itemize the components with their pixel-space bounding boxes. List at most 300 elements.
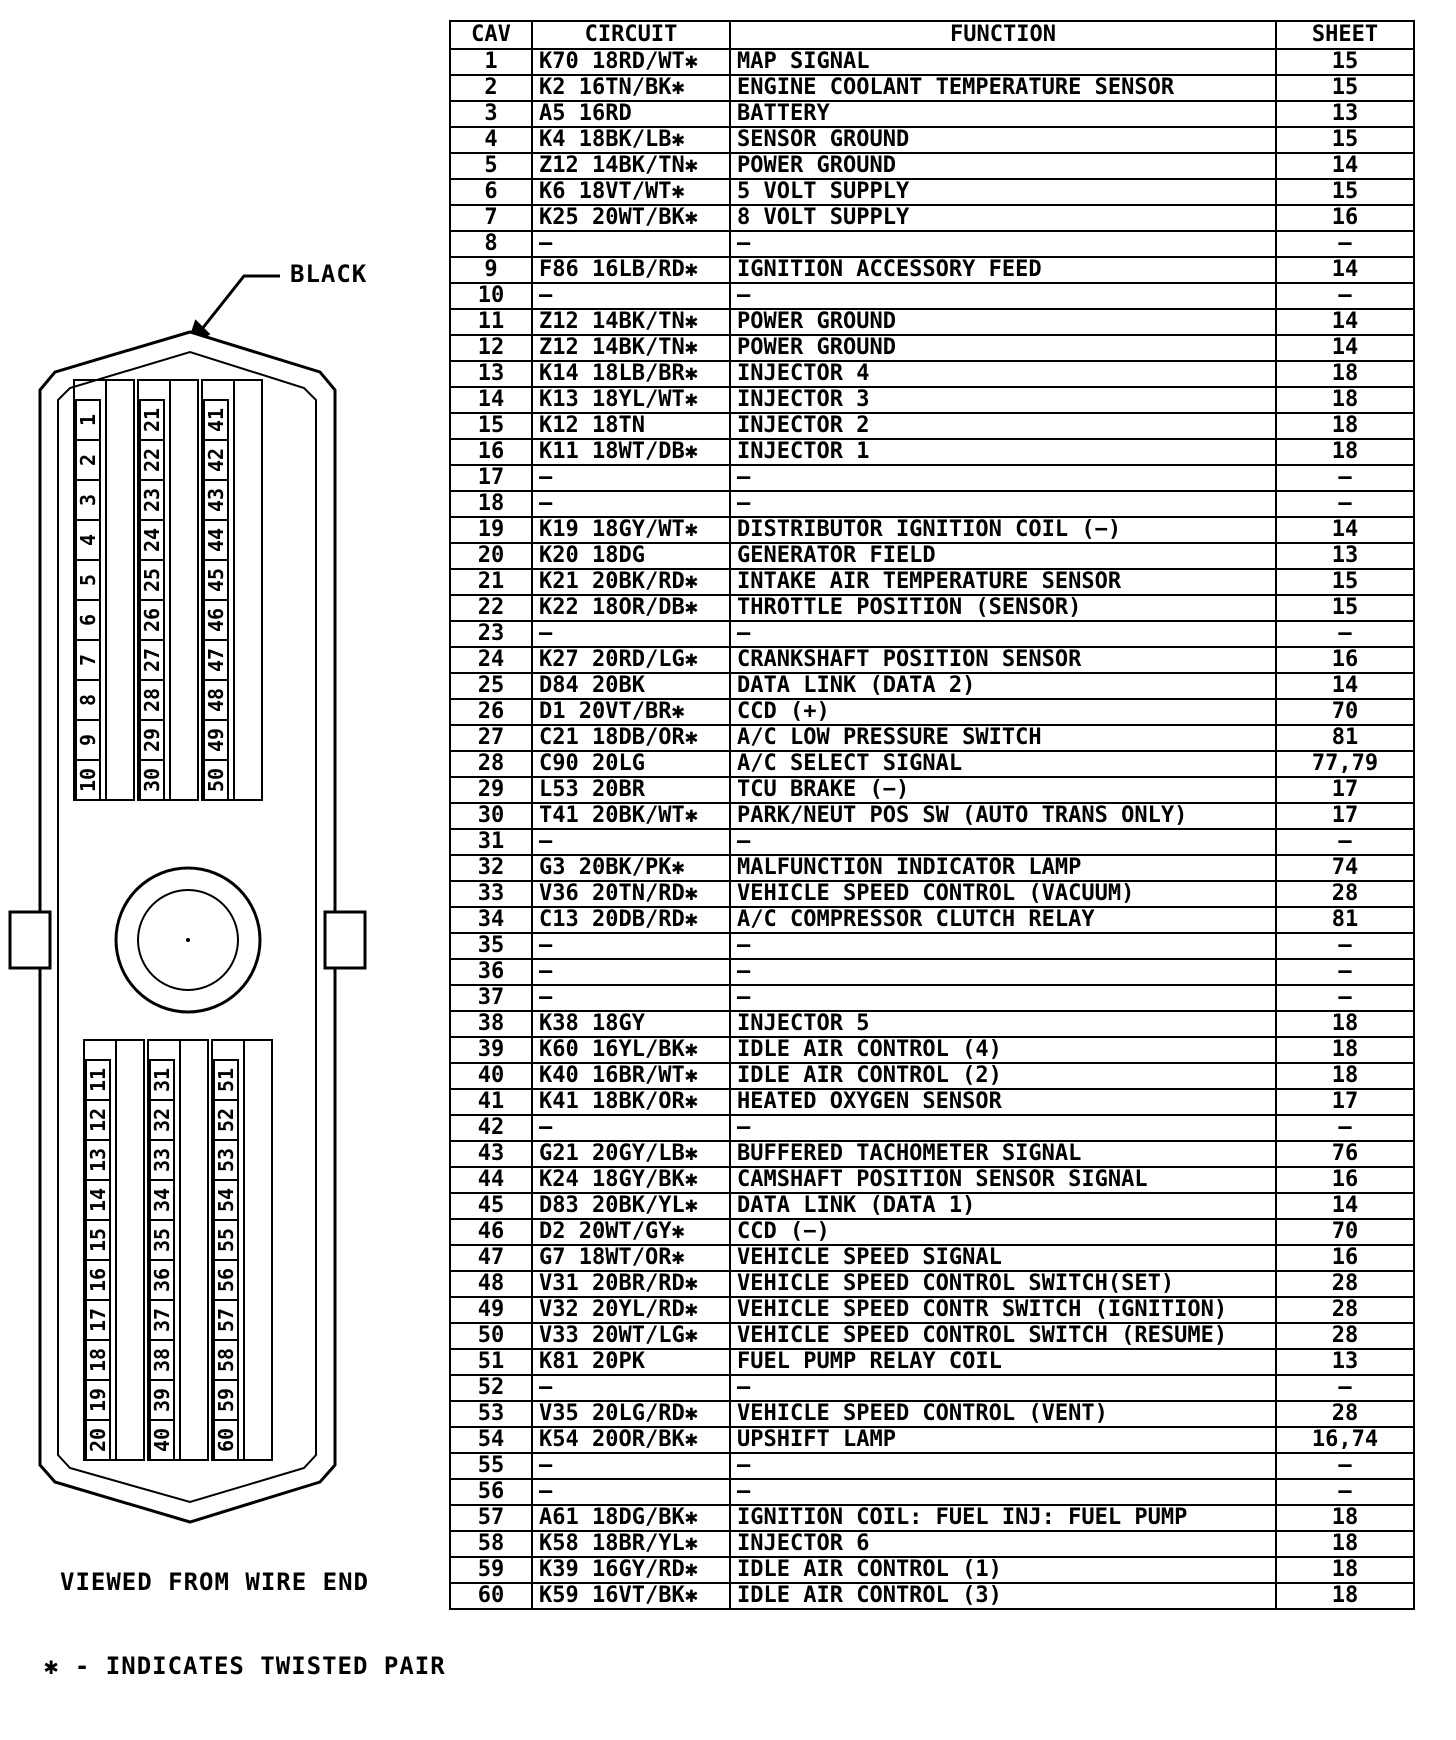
function-cell: BATTERY bbox=[730, 101, 1276, 127]
pin-number-label: 30 bbox=[140, 767, 164, 793]
pin-number-label: 50 bbox=[204, 767, 228, 793]
function-cell: — bbox=[730, 985, 1276, 1011]
table-row bbox=[450, 933, 1414, 959]
pin-number-label: 11 bbox=[86, 1067, 110, 1093]
function-cell: DATA LINK (DATA 2) bbox=[730, 673, 1276, 699]
cav-cell: 47 bbox=[450, 1245, 532, 1271]
pin-number-label: 40 bbox=[150, 1427, 174, 1453]
cav-cell: 28 bbox=[450, 751, 532, 777]
cav-cell: 1 bbox=[450, 49, 532, 75]
pin-number-label: 56 bbox=[214, 1267, 238, 1293]
pin-number-label: 60 bbox=[214, 1427, 238, 1453]
pin-number-label: 41 bbox=[204, 407, 228, 433]
table-row bbox=[450, 153, 1414, 179]
function-cell: IDLE AIR CONTROL (1) bbox=[730, 1557, 1276, 1583]
function-cell: CRANKSHAFT POSITION SENSOR bbox=[730, 647, 1276, 673]
function-cell: DISTRIBUTOR IGNITION COIL (−) bbox=[730, 517, 1276, 543]
pin-number-label: 36 bbox=[150, 1267, 174, 1293]
pin-number-label: 44 bbox=[204, 527, 228, 553]
function-cell: SENSOR GROUND bbox=[730, 127, 1276, 153]
circuit-cell: K41 18BK/OR✱ bbox=[532, 1089, 730, 1115]
circuit-cell: A5 16RD bbox=[532, 101, 730, 127]
function-cell: — bbox=[730, 933, 1276, 959]
cav-cell: 38 bbox=[450, 1011, 532, 1037]
table-row bbox=[450, 439, 1414, 465]
circuit-cell: — bbox=[532, 1453, 730, 1479]
sheet-cell: — bbox=[1276, 231, 1414, 257]
cav-cell: 27 bbox=[450, 725, 532, 751]
header-function: FUNCTION bbox=[730, 21, 1276, 49]
connector-diagram bbox=[0, 0, 440, 1560]
table-row bbox=[450, 1245, 1414, 1271]
cav-cell: 21 bbox=[450, 569, 532, 595]
table-row bbox=[450, 959, 1414, 985]
table-row bbox=[450, 855, 1414, 881]
cav-cell: 12 bbox=[450, 335, 532, 361]
pin-number-label: 18 bbox=[86, 1347, 110, 1373]
sheet-cell: — bbox=[1276, 465, 1414, 491]
sheet-cell: 18 bbox=[1276, 439, 1414, 465]
circuit-cell: K40 16BR/WT✱ bbox=[532, 1063, 730, 1089]
sheet-cell: 17 bbox=[1276, 777, 1414, 803]
circuit-cell: K25 20WT/BK✱ bbox=[532, 205, 730, 231]
sheet-cell: 16 bbox=[1276, 205, 1414, 231]
pin-number-label: 29 bbox=[140, 727, 164, 753]
function-cell: FUEL PUMP RELAY COIL bbox=[730, 1349, 1276, 1375]
pin-number-label: 1 bbox=[76, 413, 100, 427]
sheet-cell: 18 bbox=[1276, 413, 1414, 439]
circuit-cell: K59 16VT/BK✱ bbox=[532, 1583, 730, 1609]
pin-number-label: 39 bbox=[150, 1387, 174, 1413]
circuit-cell: K70 18RD/WT✱ bbox=[532, 49, 730, 75]
circuit-cell: K21 20BK/RD✱ bbox=[532, 569, 730, 595]
pin-number-label: 2 bbox=[76, 453, 100, 467]
function-cell: VEHICLE SPEED SIGNAL bbox=[730, 1245, 1276, 1271]
pin-number-label: 13 bbox=[86, 1147, 110, 1173]
table-row bbox=[450, 777, 1414, 803]
circuit-cell: — bbox=[532, 1115, 730, 1141]
cav-cell: 59 bbox=[450, 1557, 532, 1583]
cav-cell: 45 bbox=[450, 1193, 532, 1219]
circuit-cell: D2 20WT/GY✱ bbox=[532, 1219, 730, 1245]
function-cell: TCU BRAKE (−) bbox=[730, 777, 1276, 803]
cav-cell: 19 bbox=[450, 517, 532, 543]
sheet-cell: 14 bbox=[1276, 1193, 1414, 1219]
cav-cell: 11 bbox=[450, 309, 532, 335]
cav-cell: 25 bbox=[450, 673, 532, 699]
circuit-cell: — bbox=[532, 1479, 730, 1505]
sheet-cell: 28 bbox=[1276, 1323, 1414, 1349]
table-row bbox=[450, 1453, 1414, 1479]
function-cell: — bbox=[730, 465, 1276, 491]
function-cell: INJECTOR 3 bbox=[730, 387, 1276, 413]
circuit-cell: V36 20TN/RD✱ bbox=[532, 881, 730, 907]
sheet-cell: 14 bbox=[1276, 309, 1414, 335]
sheet-cell: — bbox=[1276, 1479, 1414, 1505]
circuit-cell: G7 18WT/OR✱ bbox=[532, 1245, 730, 1271]
function-cell: — bbox=[730, 491, 1276, 517]
twisted-pair-legend: ✱ - INDICATES TWISTED PAIR bbox=[44, 1652, 446, 1680]
view-note: VIEWED FROM WIRE END bbox=[60, 1568, 369, 1596]
sheet-cell: — bbox=[1276, 933, 1414, 959]
sheet-cell: 16 bbox=[1276, 647, 1414, 673]
pin-number-label: 14 bbox=[86, 1187, 110, 1213]
sheet-cell: 15 bbox=[1276, 49, 1414, 75]
sheet-cell: 18 bbox=[1276, 361, 1414, 387]
function-cell: — bbox=[730, 1453, 1276, 1479]
table-row bbox=[450, 179, 1414, 205]
sheet-cell: — bbox=[1276, 621, 1414, 647]
cav-cell: 55 bbox=[450, 1453, 532, 1479]
pinout-table bbox=[449, 20, 1415, 1610]
cav-cell: 14 bbox=[450, 387, 532, 413]
cav-cell: 18 bbox=[450, 491, 532, 517]
function-cell: IGNITION ACCESSORY FEED bbox=[730, 257, 1276, 283]
circuit-cell: — bbox=[532, 1375, 730, 1401]
circuit-cell: K20 18DG bbox=[532, 543, 730, 569]
pin-number-label: 59 bbox=[214, 1387, 238, 1413]
pin-number-label: 21 bbox=[140, 407, 164, 433]
sheet-cell: 28 bbox=[1276, 1271, 1414, 1297]
header-cav: CAV bbox=[450, 21, 532, 49]
pin-number-label: 49 bbox=[204, 727, 228, 753]
table-row bbox=[450, 829, 1414, 855]
table-row bbox=[450, 1323, 1414, 1349]
function-cell: INTAKE AIR TEMPERATURE SENSOR bbox=[730, 569, 1276, 595]
table-row bbox=[450, 1219, 1414, 1245]
sheet-cell: 18 bbox=[1276, 1505, 1414, 1531]
cav-cell: 52 bbox=[450, 1375, 532, 1401]
circuit-cell: G3 20BK/PK✱ bbox=[532, 855, 730, 881]
pin-number-label: 33 bbox=[150, 1147, 174, 1173]
sheet-cell: 15 bbox=[1276, 75, 1414, 101]
function-cell: PARK/NEUT POS SW (AUTO TRANS ONLY) bbox=[730, 803, 1276, 829]
circuit-cell: C13 20DB/RD✱ bbox=[532, 907, 730, 933]
pin-number-label: 48 bbox=[204, 687, 228, 713]
circuit-cell: K14 18LB/BR✱ bbox=[532, 361, 730, 387]
pin-number-label: 4 bbox=[76, 533, 100, 547]
table-row bbox=[450, 1349, 1414, 1375]
cav-cell: 16 bbox=[450, 439, 532, 465]
function-cell: VEHICLE SPEED CONTR SWITCH (IGNITION) bbox=[730, 1297, 1276, 1323]
cav-cell: 6 bbox=[450, 179, 532, 205]
cav-cell: 2 bbox=[450, 75, 532, 101]
cav-cell: 24 bbox=[450, 647, 532, 673]
table-row bbox=[450, 1089, 1414, 1115]
circuit-cell: V31 20BR/RD✱ bbox=[532, 1271, 730, 1297]
circuit-cell: D84 20BK bbox=[532, 673, 730, 699]
header-sheet: SHEET bbox=[1276, 21, 1414, 49]
sheet-cell: — bbox=[1276, 1115, 1414, 1141]
cav-cell: 51 bbox=[450, 1349, 532, 1375]
pin-number-label: 26 bbox=[140, 607, 164, 633]
circuit-cell: K81 20PK bbox=[532, 1349, 730, 1375]
pin-number-label: 46 bbox=[204, 607, 228, 633]
table-row bbox=[450, 595, 1414, 621]
pin-number-label: 47 bbox=[204, 647, 228, 673]
function-cell: BUFFERED TACHOMETER SIGNAL bbox=[730, 1141, 1276, 1167]
circuit-cell: K27 20RD/LG✱ bbox=[532, 647, 730, 673]
table-row bbox=[450, 621, 1414, 647]
circuit-cell: Z12 14BK/TN✱ bbox=[532, 335, 730, 361]
sheet-cell: 81 bbox=[1276, 725, 1414, 751]
sheet-cell: 28 bbox=[1276, 1401, 1414, 1427]
cav-cell: 50 bbox=[450, 1323, 532, 1349]
table-row bbox=[450, 1115, 1414, 1141]
cav-cell: 53 bbox=[450, 1401, 532, 1427]
pin-number-label: 6 bbox=[76, 613, 100, 627]
circuit-cell: — bbox=[532, 829, 730, 855]
table-row bbox=[450, 673, 1414, 699]
cav-cell: 37 bbox=[450, 985, 532, 1011]
circuit-cell: C90 20LG bbox=[532, 751, 730, 777]
cav-cell: 10 bbox=[450, 283, 532, 309]
pin-number-label: 16 bbox=[86, 1267, 110, 1293]
pin-number-label: 32 bbox=[150, 1107, 174, 1133]
pin-number-label: 12 bbox=[86, 1107, 110, 1133]
circuit-cell: — bbox=[532, 621, 730, 647]
function-cell: VEHICLE SPEED CONTROL SWITCH(SET) bbox=[730, 1271, 1276, 1297]
sheet-cell: 18 bbox=[1276, 1531, 1414, 1557]
table-row bbox=[450, 517, 1414, 543]
cav-cell: 58 bbox=[450, 1531, 532, 1557]
cav-cell: 43 bbox=[450, 1141, 532, 1167]
function-cell: A/C COMPRESSOR CLUTCH RELAY bbox=[730, 907, 1276, 933]
cav-cell: 30 bbox=[450, 803, 532, 829]
circuit-cell: — bbox=[532, 465, 730, 491]
circuit-cell: F86 16LB/RD✱ bbox=[532, 257, 730, 283]
function-cell: THROTTLE POSITION (SENSOR) bbox=[730, 595, 1276, 621]
pin-number-label: 43 bbox=[204, 487, 228, 513]
pin-number-label: 45 bbox=[204, 567, 228, 593]
function-cell: HEATED OXYGEN SENSOR bbox=[730, 1089, 1276, 1115]
sheet-cell: 16 bbox=[1276, 1245, 1414, 1271]
sheet-cell: — bbox=[1276, 283, 1414, 309]
table-row bbox=[450, 1037, 1414, 1063]
pin-number-label: 52 bbox=[214, 1107, 238, 1133]
sheet-cell: 14 bbox=[1276, 517, 1414, 543]
sheet-cell: — bbox=[1276, 985, 1414, 1011]
table-row bbox=[450, 49, 1414, 75]
circuit-cell: — bbox=[532, 283, 730, 309]
pin-number-label: 3 bbox=[76, 493, 100, 507]
table-row bbox=[450, 1557, 1414, 1583]
pin-number-label: 10 bbox=[76, 767, 100, 793]
function-cell: POWER GROUND bbox=[730, 309, 1276, 335]
pin-number-label: 20 bbox=[86, 1427, 110, 1453]
table-row bbox=[450, 1271, 1414, 1297]
cav-cell: 49 bbox=[450, 1297, 532, 1323]
sheet-cell: 14 bbox=[1276, 257, 1414, 283]
pin-number-label: 5 bbox=[76, 573, 100, 587]
circuit-cell: K4 18BK/LB✱ bbox=[532, 127, 730, 153]
function-cell: INJECTOR 4 bbox=[730, 361, 1276, 387]
sheet-cell: 13 bbox=[1276, 1349, 1414, 1375]
function-cell: POWER GROUND bbox=[730, 335, 1276, 361]
pin-number-label: 34 bbox=[150, 1187, 174, 1213]
pin-number-label: 57 bbox=[214, 1307, 238, 1333]
circuit-cell: T41 20BK/WT✱ bbox=[532, 803, 730, 829]
pin-number-label: 53 bbox=[214, 1147, 238, 1173]
table-row bbox=[450, 1297, 1414, 1323]
table-row bbox=[450, 647, 1414, 673]
sheet-cell: 15 bbox=[1276, 569, 1414, 595]
cav-cell: 42 bbox=[450, 1115, 532, 1141]
cav-cell: 15 bbox=[450, 413, 532, 439]
table-row bbox=[450, 1167, 1414, 1193]
pinout-table-header bbox=[450, 21, 1414, 49]
pin-number-label: 25 bbox=[140, 567, 164, 593]
cav-cell: 46 bbox=[450, 1219, 532, 1245]
pin-number-label: 51 bbox=[214, 1067, 238, 1093]
function-cell: 8 VOLT SUPPLY bbox=[730, 205, 1276, 231]
circuit-cell: — bbox=[532, 959, 730, 985]
cav-cell: 35 bbox=[450, 933, 532, 959]
cav-cell: 41 bbox=[450, 1089, 532, 1115]
function-cell: INJECTOR 5 bbox=[730, 1011, 1276, 1037]
sheet-cell: 14 bbox=[1276, 335, 1414, 361]
function-cell: — bbox=[730, 283, 1276, 309]
sheet-cell: 15 bbox=[1276, 179, 1414, 205]
pin-number-label: 31 bbox=[150, 1067, 174, 1093]
function-cell: — bbox=[730, 829, 1276, 855]
function-cell: IDLE AIR CONTROL (2) bbox=[730, 1063, 1276, 1089]
pin-number-label: 23 bbox=[140, 487, 164, 513]
function-cell: — bbox=[730, 621, 1276, 647]
pin-number-label: 19 bbox=[86, 1387, 110, 1413]
circuit-cell: V33 20WT/LG✱ bbox=[532, 1323, 730, 1349]
circuit-cell: V35 20LG/RD✱ bbox=[532, 1401, 730, 1427]
cav-cell: 5 bbox=[450, 153, 532, 179]
right-latch bbox=[325, 912, 365, 968]
table-row bbox=[450, 283, 1414, 309]
circuit-cell: — bbox=[532, 491, 730, 517]
circuit-cell: A61 18DG/BK✱ bbox=[532, 1505, 730, 1531]
pin-number-label: 35 bbox=[150, 1227, 174, 1253]
cav-cell: 4 bbox=[450, 127, 532, 153]
cav-cell: 8 bbox=[450, 231, 532, 257]
table-row bbox=[450, 1375, 1414, 1401]
circuit-cell: — bbox=[532, 985, 730, 1011]
pin-number-label: 17 bbox=[86, 1307, 110, 1333]
sheet-cell: 18 bbox=[1276, 1557, 1414, 1583]
function-cell: MAP SIGNAL bbox=[730, 49, 1276, 75]
table-row bbox=[450, 413, 1414, 439]
function-cell: INJECTOR 2 bbox=[730, 413, 1276, 439]
sheet-cell: 16,74 bbox=[1276, 1427, 1414, 1453]
table-row bbox=[450, 465, 1414, 491]
function-cell: 5 VOLT SUPPLY bbox=[730, 179, 1276, 205]
table-row bbox=[450, 335, 1414, 361]
function-cell: IDLE AIR CONTROL (4) bbox=[730, 1037, 1276, 1063]
table-row bbox=[450, 491, 1414, 517]
sheet-cell: 14 bbox=[1276, 153, 1414, 179]
function-cell: INJECTOR 1 bbox=[730, 439, 1276, 465]
function-cell: VEHICLE SPEED CONTROL SWITCH (RESUME) bbox=[730, 1323, 1276, 1349]
sheet-cell: 18 bbox=[1276, 1583, 1414, 1609]
function-cell: DATA LINK (DATA 1) bbox=[730, 1193, 1276, 1219]
function-cell: VEHICLE SPEED CONTROL (VENT) bbox=[730, 1401, 1276, 1427]
table-row bbox=[450, 1531, 1414, 1557]
cav-cell: 13 bbox=[450, 361, 532, 387]
table-row bbox=[450, 231, 1414, 257]
sheet-cell: 14 bbox=[1276, 673, 1414, 699]
sheet-cell: — bbox=[1276, 829, 1414, 855]
center-boss-dot bbox=[186, 938, 190, 942]
table-row bbox=[450, 1427, 1414, 1453]
left-latch bbox=[10, 912, 50, 968]
sheet-cell: 18 bbox=[1276, 1011, 1414, 1037]
function-cell: IGNITION COIL: FUEL INJ: FUEL PUMP bbox=[730, 1505, 1276, 1531]
circuit-cell: Z12 14BK/TN✱ bbox=[532, 309, 730, 335]
cav-cell: 32 bbox=[450, 855, 532, 881]
sheet-cell: 15 bbox=[1276, 595, 1414, 621]
circuit-cell: K39 16GY/RD✱ bbox=[532, 1557, 730, 1583]
sheet-cell: 74 bbox=[1276, 855, 1414, 881]
pin-number-label: 28 bbox=[140, 687, 164, 713]
circuit-cell: K54 20OR/BK✱ bbox=[532, 1427, 730, 1453]
sheet-cell: 76 bbox=[1276, 1141, 1414, 1167]
cav-cell: 48 bbox=[450, 1271, 532, 1297]
table-row bbox=[450, 907, 1414, 933]
sheet-cell: 13 bbox=[1276, 101, 1414, 127]
cav-cell: 23 bbox=[450, 621, 532, 647]
cav-cell: 34 bbox=[450, 907, 532, 933]
circuit-cell: — bbox=[532, 933, 730, 959]
pin-number-label: 38 bbox=[150, 1347, 174, 1373]
pin-number-label: 7 bbox=[76, 653, 100, 667]
table-row bbox=[450, 1479, 1414, 1505]
cav-cell: 22 bbox=[450, 595, 532, 621]
table-row bbox=[450, 1401, 1414, 1427]
function-cell: VEHICLE SPEED CONTROL (VACUUM) bbox=[730, 881, 1276, 907]
sheet-cell: — bbox=[1276, 1375, 1414, 1401]
cav-cell: 33 bbox=[450, 881, 532, 907]
circuit-cell: K22 18OR/DB✱ bbox=[532, 595, 730, 621]
function-cell: — bbox=[730, 1115, 1276, 1141]
cav-cell: 31 bbox=[450, 829, 532, 855]
sheet-cell: 70 bbox=[1276, 699, 1414, 725]
circuit-cell: C21 18DB/OR✱ bbox=[532, 725, 730, 751]
function-cell: GENERATOR FIELD bbox=[730, 543, 1276, 569]
function-cell: A/C LOW PRESSURE SWITCH bbox=[730, 725, 1276, 751]
pin-number-label: 55 bbox=[214, 1227, 238, 1253]
cav-cell: 40 bbox=[450, 1063, 532, 1089]
pin-number-label: 58 bbox=[214, 1347, 238, 1373]
sheet-cell: 70 bbox=[1276, 1219, 1414, 1245]
sheet-cell: 15 bbox=[1276, 127, 1414, 153]
function-cell: CCD (+) bbox=[730, 699, 1276, 725]
cav-cell: 36 bbox=[450, 959, 532, 985]
table-row bbox=[450, 101, 1414, 127]
pin-number-label: 42 bbox=[204, 447, 228, 473]
sheet-cell: — bbox=[1276, 491, 1414, 517]
sheet-cell: 18 bbox=[1276, 387, 1414, 413]
cav-cell: 9 bbox=[450, 257, 532, 283]
cav-cell: 26 bbox=[450, 699, 532, 725]
circuit-cell: K2 16TN/BK✱ bbox=[532, 75, 730, 101]
table-row bbox=[450, 361, 1414, 387]
circuit-cell: K60 16YL/BK✱ bbox=[532, 1037, 730, 1063]
table-row bbox=[450, 1063, 1414, 1089]
table-row bbox=[450, 881, 1414, 907]
sheet-cell: — bbox=[1276, 1453, 1414, 1479]
function-cell: — bbox=[730, 1479, 1276, 1505]
circuit-cell: K13 18YL/WT✱ bbox=[532, 387, 730, 413]
pin-number-label: 54 bbox=[214, 1187, 238, 1213]
circuit-cell: L53 20BR bbox=[532, 777, 730, 803]
function-cell: — bbox=[730, 231, 1276, 257]
